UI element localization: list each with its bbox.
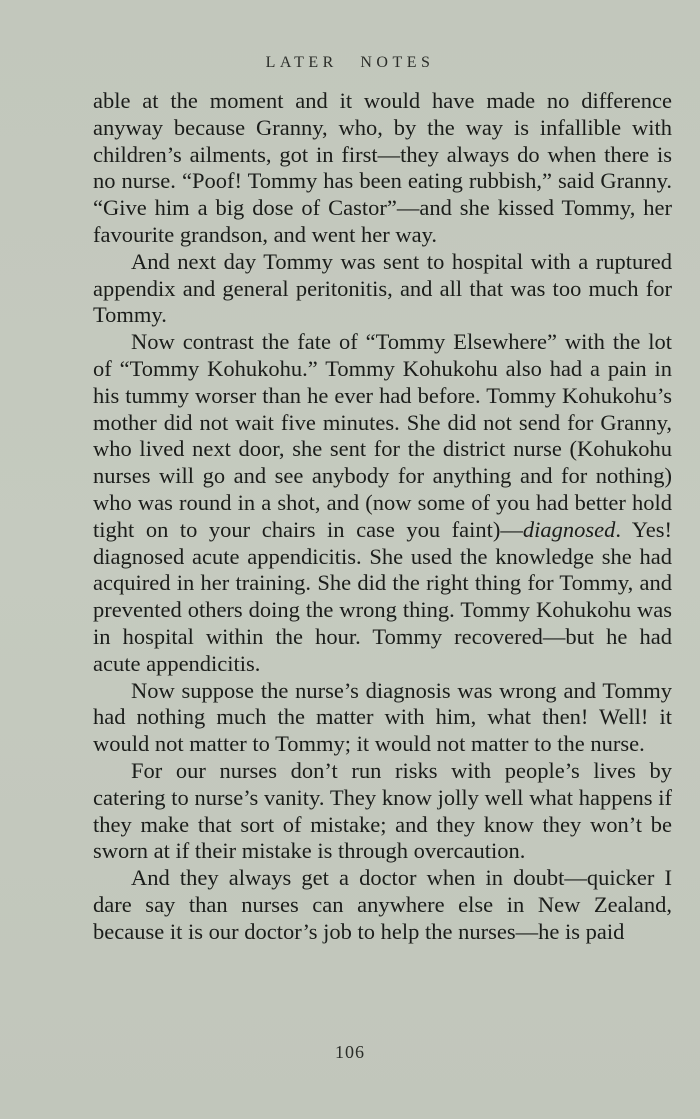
paragraph-4: Now suppose the nurse’s diagnosis was wrong and Tommy had nothing much the matter with him, what then! Well! it would not matter to Tommy; it would not matter to the nurse. — [93, 677, 672, 757]
paragraph-3 — [93, 329, 672, 677]
running-head: LATER NOTES — [265, 54, 435, 71]
body-text — [93, 88, 672, 946]
paragraph-3-text-before: Now contrast the fate of “Tommy Elsewhere” with the lot of “Tommy Kohukohu.” Tommy Kohukohu also had a pain in his tummy worser than he ever had before. Tommy Kohukohu’s mother did not wait five minutes. She did not send for Granny, who lived next door, she sent for the district nurse (Kohukohu nurses will go and see anybody for anything and for nothing) who was round in a shot, and (now some of you had better hold tight on to your chairs in case you faint)— — [93, 329, 672, 542]
paragraph-3-italic-word: diagnosed — [522, 516, 616, 542]
page-number: 106 — [335, 1042, 365, 1062]
paragraph-5: For our nurses don’t run risks with people’s lives by catering to nurse’s vanity. They know jolly well what happens if they make that sort of mistake; and they know they won’t be sworn at if their mistake is through overcaution. — [93, 757, 672, 864]
paragraph-2: And next day Tommy was sent to hospital with a ruptured appendix and general peritonitis, and all that was too much for Tommy. — [93, 248, 672, 328]
paragraph-6: And they always get a doctor when in doubt—quicker I dare say than nurses can anywhere else in New Zealand, because it is our doctor’s job to help the nurses—he is paid — [93, 865, 672, 944]
paragraph-1: able at the moment and it would have made no difference anyway because Granny, who, by the way is infallible with children’s ailments, got in first—they always do when there is no nurse. “Poof! Tommy has been eating rubbish,” said Granny. “Give him a big dose of Castor”—and she kissed Tommy, her favourite grandson, and went her way. — [93, 88, 672, 247]
paragraph-3-text-after: . Yes! diagnosed acute appendicitis. She used the knowledge she had acquired in her training. She did the right thing for Tommy, and prevented others doing the wrong thing. Tommy Kohukohu was in hospital within the hour. Tommy recovered—but he had acute appendicitis. — [93, 516, 672, 676]
